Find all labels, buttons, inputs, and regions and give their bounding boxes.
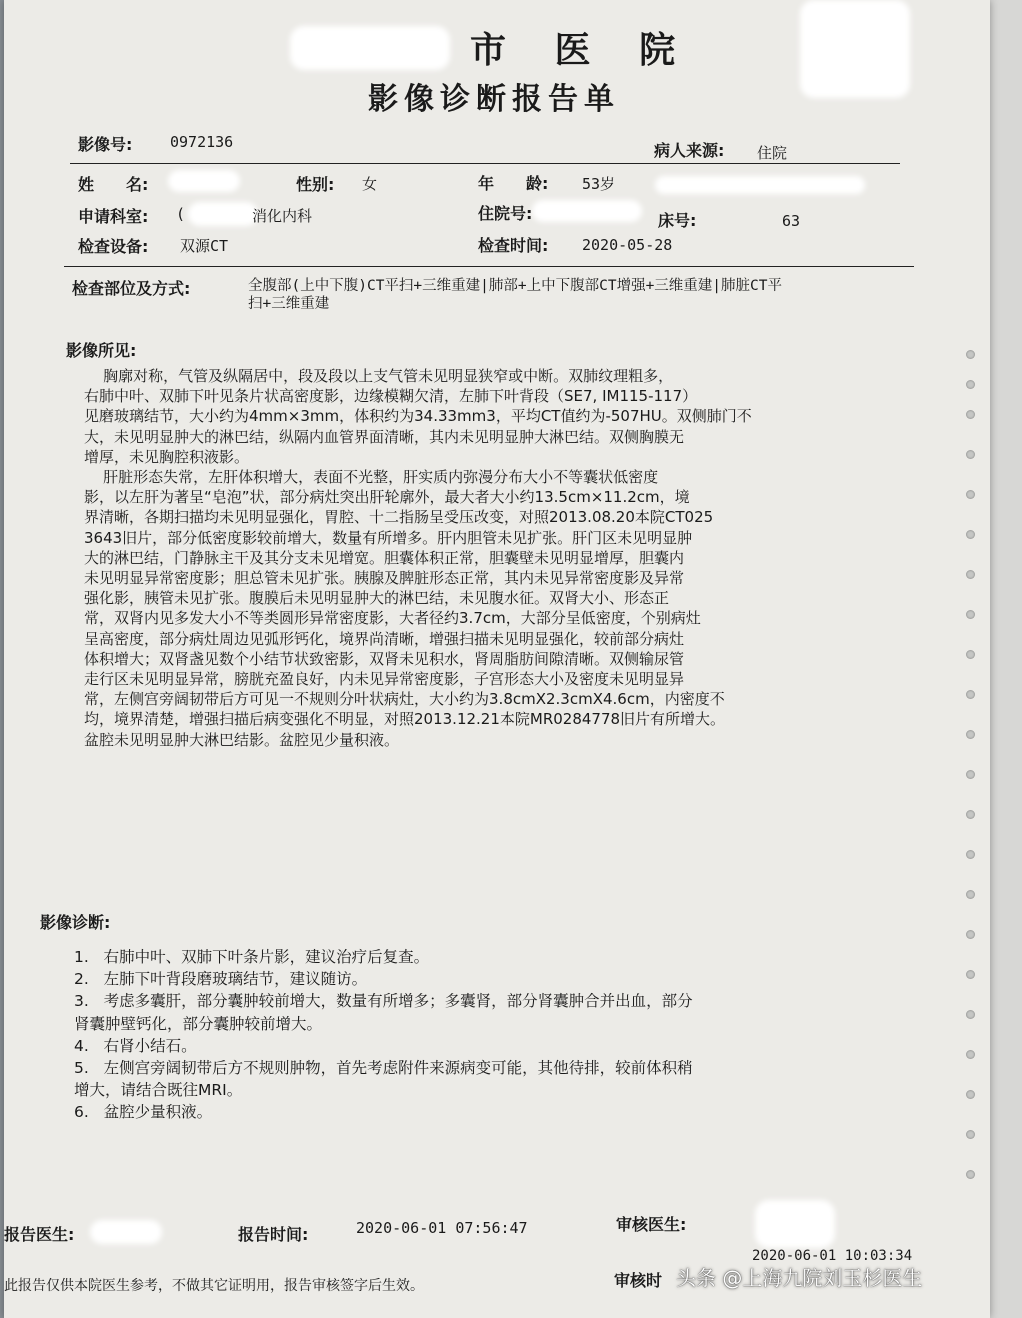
method-line-1: 全腹部(上中下腹)CT平扫+三维重建|肺部+上中下腹部CT增强+三维重建|肺脏CT平: [248, 278, 782, 294]
bed-label: 床号:: [658, 211, 697, 230]
age-label: 年 龄:: [478, 174, 549, 193]
source-value: 住院: [757, 144, 788, 162]
findings-label: 影像所见:: [66, 341, 137, 360]
dept-value-2: 消化内科: [252, 207, 313, 225]
redaction-name: [168, 170, 240, 192]
header-rule-top: [70, 163, 900, 164]
redaction-dept: [188, 202, 258, 226]
image-no-value: 0972136: [170, 133, 234, 151]
redaction-hospital: [290, 26, 450, 70]
doctor-label: 报告医生:: [4, 1225, 75, 1244]
sex-label: 性别:: [296, 175, 335, 194]
method-label: 检查部位及方式:: [72, 279, 191, 298]
reviewer-label: 审核医生:: [616, 1215, 687, 1234]
bed-value: 63: [782, 212, 801, 230]
image-no-label: 影像号:: [78, 135, 133, 154]
report-time-value: 2020-06-01 07:56:47: [356, 1219, 528, 1237]
admission-label: 住院号:: [478, 204, 533, 223]
review-time-label: 审核时: [614, 1271, 663, 1290]
diagnosis-label: 影像诊断:: [40, 913, 111, 932]
date-value: 2020-05-28: [582, 236, 673, 254]
report-title: 影像诊断报告单: [368, 82, 620, 117]
header-rule-bottom: [64, 266, 914, 267]
diagnosis-text: 1. 右肺中叶、双肺下叶条片影，建议治疗后复查。 2. 左肺下叶背段磨玻璃结节，建议随访。 3. 考虑多囊肝，部分囊肿较前增大，数量有所增多；多囊肾，部分肾囊肿合并出血，部分 肾囊肿壁钙化，部分囊肿较前增大。 4. 右肾小结石。 5. 左侧宫旁阔韧带后方不规则肿物，首先考虑附件来源病变可能，其他待排，较前体积稍 增大，请结合既往MRI。 6. 盆腔少量积液。: [74, 948, 693, 1122]
disclaimer-note: 此报告仅供本院医生参考，不做其它证明用，报告审核签字后生效。: [4, 1278, 424, 1294]
redaction-doctor: [90, 1220, 162, 1244]
method-line-2: 扫+三维重建: [248, 296, 330, 312]
findings-text: 胸廓对称，气管及纵隔居中，段及段以上支气管未见明显狭窄或中断。双肺纹理粗多， 右肺中叶、双肺下叶见条片状高密度影，边缘模糊欠清，左肺下叶背段（SE7, IM115-117） 见磨玻璃结节，大小约为4mm×3mm，体积约为34.33mm3，平均CT值约为-507HU。双侧肺门不 大，未见明显肿大的淋巴结，纵隔内血管界面清晰，其内未见明显肿大淋巴结。双侧胸膜无 增厚，未见胸腔积液影。 肝脏形态失常，左肝体积增大，表面不光整，肝实质内弥漫分布大小不等囊状低密度 影，以左肝为著呈“皂泡”状，部分病灶突出肝轮廓外，最大者大小约13.5cm×11.2cm，境 界清晰，各期扫描均未见明显强化，胃腔、十二指肠呈受压改变，对照2013.08.20本院CT025 3643旧片，部分低密度影较前增大，数量有所增多。肝内胆管未见扩张。肝门区未见明显肿 大的淋巴结，门静脉主干及其分支未见增宽。胆囊体积正常，胆囊壁未见明显增厚，胆囊内 未见明显异常密度影；胆总管未见扩张。胰腺及脾脏形态正常，其内未见异常密度影及异常 强化影，胰管未见扩张。腹膜后未见明显肿大的淋巴结，未见腹水征。双肾大小、形态正 常，双肾内见多发大小不等类圆形异常密度影，大者径约3.7cm，大部分呈低密度，个别病灶 呈高密度，部分病灶周边见弧形钙化，境界尚清晰，增强扫描未见明显强化，较前部分病灶 体积增大；双肾盏见数个小结节状致密影，双肾未见积水，肾周脂肪间隙清晰。双侧输尿管 走行区未见明显异常，膀胱充盈良好，内未见异常密度影，子宫形态大小及密度未见明显异 常，左侧宫旁阔韧带后方可见一不规则分叶状病灶，大小约为3.8cmX2.3cmX4.6cm，内密度不 均，境界清楚，增强扫描后病变强化不明显，对照2013.12.21本院MR0284778旧片有所增大。 盆腔未见明显肿大淋巴结影。盆腔见少量积液。: [84, 367, 752, 749]
name-label: 姓 名:: [78, 175, 149, 194]
hospital-name: 市 医 院: [470, 29, 694, 71]
redaction-admission: [532, 200, 642, 222]
report-time-label: 报告时间:: [238, 1225, 309, 1244]
sex-value: 女: [362, 175, 378, 193]
dept-value: (: [176, 205, 186, 223]
source-label: 病人来源:: [654, 141, 725, 160]
date-label: 检查时间:: [478, 236, 549, 255]
age-value: 53岁: [582, 175, 616, 193]
device-label: 检查设备:: [78, 237, 149, 256]
redaction-stamp: [800, 0, 910, 98]
redaction-reviewer: [755, 1200, 835, 1248]
review-time-value: 2020-06-01 10:03:34: [752, 1248, 913, 1264]
watermark-text: 头条 @上海九院刘玉杉医生: [676, 1266, 923, 1290]
device-value: 双源CT: [180, 237, 229, 255]
perforation-holes: [966, 350, 986, 1250]
dept-label: 申请科室:: [78, 207, 149, 226]
redaction-id: [655, 176, 865, 194]
